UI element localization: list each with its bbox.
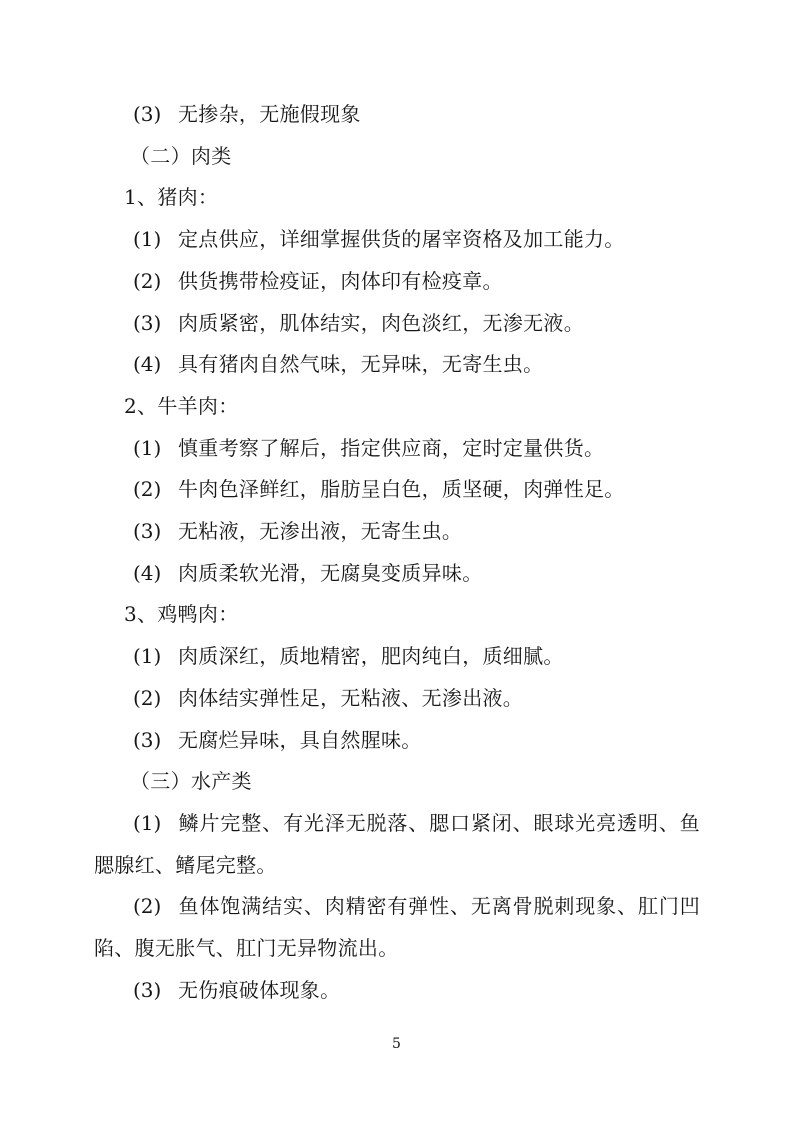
document-body — [94, 94, 700, 1011]
list-marker: (4) — [133, 352, 162, 377]
list-marker: (3) — [133, 102, 162, 126]
paragraph-text: 无腐烂异味，具自然腥味。 — [178, 727, 422, 752]
paragraph — [94, 94, 700, 136]
paragraph-text: 3、鸡鸭肉： — [124, 602, 239, 627]
list-marker: (3) — [133, 727, 162, 752]
paragraph-text: 肉质紧密，肌体结实，肉色淡红，无渗无液。 — [178, 310, 584, 335]
paragraph-text: 肉体结实弹性足，无粘液、无渗出液。 — [178, 685, 524, 710]
paragraph — [94, 219, 700, 261]
list-marker: (1) — [133, 810, 162, 835]
paragraph-text: 肉质柔软光滑，无腐臭变质异味。 — [178, 560, 483, 585]
paragraph — [94, 636, 700, 678]
paragraph-text: 鳞片完整、有光泽无脱落、腮口紧闭、眼球光亮透明、鱼腮腺红、鳍尾完整。 — [94, 810, 700, 877]
list-marker: (1) — [133, 644, 162, 669]
paragraph — [94, 469, 700, 511]
paragraph — [94, 761, 700, 803]
paragraph — [94, 386, 700, 428]
paragraph — [94, 886, 700, 969]
paragraph-text: （二）肉类 — [130, 143, 232, 168]
paragraph-text: 牛肉色泽鲜红，脂肪呈白色，质坚硬，肉弹性足。 — [178, 477, 625, 502]
list-marker: (4) — [133, 560, 162, 585]
list-marker: (2) — [133, 268, 162, 293]
paragraph — [94, 594, 700, 636]
paragraph — [94, 428, 700, 470]
list-marker: (2) — [133, 685, 162, 710]
paragraph — [94, 344, 700, 386]
paragraph-text: 无掺杂，无施假现象 — [178, 102, 361, 126]
paragraph-text: 2、牛羊肉： — [124, 393, 239, 418]
paragraph — [94, 720, 700, 762]
paragraph-text: 鱼体饱满结实、肉精密有弹性、无离骨脱刺现象、肛门凹陷、腹无胀气、肛门无异物流出。 — [94, 894, 700, 961]
paragraph — [94, 261, 700, 303]
paragraph-text: 肉质深红，质地精密，肥肉纯白，质细腻。 — [178, 644, 564, 669]
paragraph-text: 定点供应，详细掌握供货的屠宰资格及加工能力。 — [178, 227, 625, 252]
list-marker: (3) — [133, 310, 162, 335]
list-marker: (2) — [133, 894, 162, 919]
paragraph-text: 具有猪肉自然气味，无异味，无寄生虫。 — [178, 352, 544, 377]
paragraph — [94, 678, 700, 720]
paragraph-text: 慎重考察了解后，指定供应商，定时定量供货。 — [178, 435, 605, 460]
list-marker: (1) — [133, 435, 162, 460]
page-number: 5 — [392, 1036, 401, 1052]
paragraph — [94, 803, 700, 886]
paragraph-text: （三）水产类 — [130, 769, 252, 794]
list-marker: (1) — [133, 227, 162, 252]
list-marker: (2) — [133, 477, 162, 502]
paragraph-text: 1、猪肉： — [124, 185, 219, 210]
paragraph-text: 供货携带检疫证，肉体印有检疫章。 — [178, 268, 503, 293]
paragraph — [94, 970, 700, 1012]
list-marker: (3) — [133, 519, 162, 544]
paragraph — [94, 511, 700, 553]
paragraph-text: 无伤痕破体现象。 — [178, 977, 341, 1002]
paragraph-text: 无粘液，无渗出液，无寄生虫。 — [178, 519, 463, 544]
paragraph — [94, 136, 700, 178]
paragraph — [94, 177, 700, 219]
paragraph — [94, 553, 700, 595]
paragraph — [94, 303, 700, 345]
list-marker: (3) — [133, 977, 162, 1002]
